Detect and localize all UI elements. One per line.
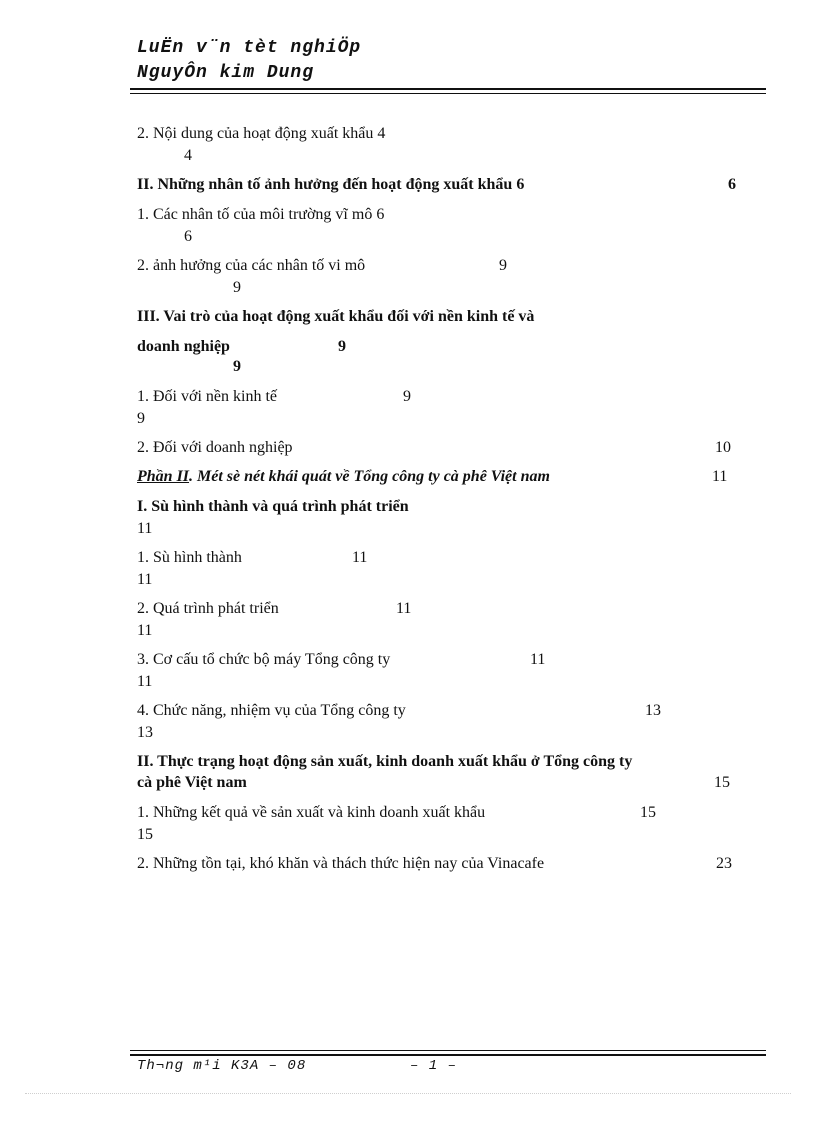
- toc-entry-page: 11: [137, 520, 153, 537]
- toc-entry-page: 15: [137, 826, 153, 843]
- header-rule-bottom: [130, 93, 766, 94]
- toc-entry-page: 15: [714, 774, 730, 791]
- toc-entry-mid-page: 9: [403, 388, 411, 405]
- toc-entry-text-cont[interactable]: doanh nghiệp: [137, 338, 230, 355]
- toc-entry-text[interactable]: 1. Các nhân tố của môi trường vĩ mô 6: [137, 206, 385, 223]
- toc-entry-text[interactable]: 2. Đối với doanh nghiệp: [137, 439, 293, 456]
- toc-entry-text[interactable]: [137, 468, 550, 486]
- toc-entry-page: 6: [728, 176, 736, 193]
- toc-entry-mid-page: 11: [396, 600, 412, 617]
- toc-entry-page: 23: [716, 855, 732, 872]
- toc-entry-mid-page: 13: [645, 702, 661, 719]
- toc-entry-text[interactable]: 1. Những kết quả về sản xuất và kinh doanh xuất khẩu: [137, 804, 486, 821]
- toc-entry-text[interactable]: 4. Chức năng, nhiệm vụ của Tổng công ty: [137, 702, 406, 719]
- toc-entry-text[interactable]: II. Những nhân tố ảnh hưởng đến hoạt động xuất khẩu 6: [137, 176, 525, 193]
- toc-entry-page: 11: [137, 673, 153, 690]
- toc-entry-page: 11: [137, 571, 153, 588]
- part-title: . Mét sè nét khái quát về Tổng công ty cà phê Việt nam: [189, 468, 550, 485]
- toc-entry-mid-page: 11: [352, 549, 368, 566]
- toc-entry-text[interactable]: 2. ảnh hưởng của các nhân tố vi mô: [137, 257, 366, 274]
- toc-entry-text[interactable]: 2. Nội dung của hoạt động xuất khẩu 4: [137, 125, 386, 142]
- toc-entry-page: 11: [712, 468, 728, 485]
- toc-entry-text[interactable]: II. Thực trạng hoạt động sản xuất, kinh doanh xuất khẩu ở Tổng công ty: [137, 753, 633, 770]
- part-label: Phần II: [137, 468, 190, 485]
- toc-entry-text[interactable]: 1. Đối với nền kinh tế: [137, 388, 277, 405]
- toc-entry-page: 13: [137, 724, 153, 741]
- toc-entry-text[interactable]: III. Vai trò của hoạt động xuất khẩu đối với nền kinh tế và: [137, 308, 535, 325]
- toc-entry-mid-page: 9: [499, 257, 507, 274]
- header-rule-top: [130, 88, 766, 90]
- toc-entry-text[interactable]: 2. Quá trình phát triển: [137, 600, 279, 617]
- toc-entry-page: 10: [715, 439, 731, 456]
- toc-entry-text[interactable]: 2. Những tồn tại, khó khăn và thách thức hiện nay của Vinacafe: [137, 855, 545, 872]
- toc-entry-text[interactable]: I. Sù hình thành và quá trình phát triển: [137, 498, 409, 515]
- footer-course: Th¬ng m¹i K3A – 08: [137, 1058, 307, 1074]
- footer-rule-top: [130, 1050, 766, 1051]
- footer-rule-bottom: [130, 1054, 766, 1056]
- toc-entry-text[interactable]: 1. Sù hình thành: [137, 549, 242, 566]
- header-title: LuËn v¨n tèt nghiÖp: [137, 38, 362, 58]
- toc-entry-page: 9: [233, 358, 241, 375]
- toc-entry-mid-page: 9: [338, 338, 346, 355]
- page-bottom-divider: [25, 1093, 791, 1094]
- toc-entry-mid-page: 15: [640, 804, 656, 821]
- toc-entry-mid-page: 11: [530, 651, 546, 668]
- toc-entry-page: 11: [137, 622, 153, 639]
- toc-entry-page: 4: [184, 147, 192, 164]
- toc-entry-text[interactable]: 3. Cơ cấu tổ chức bộ máy Tổng công ty: [137, 651, 391, 668]
- toc-entry-text-cont[interactable]: cà phê Việt nam: [137, 774, 247, 791]
- toc-entry-page: 9: [137, 410, 145, 427]
- header-author: NguyÔn kim Dung: [137, 63, 315, 83]
- toc-entry-page: 9: [233, 279, 241, 296]
- footer-page-number: – 1 –: [410, 1058, 458, 1074]
- toc-entry-page: 6: [184, 228, 192, 245]
